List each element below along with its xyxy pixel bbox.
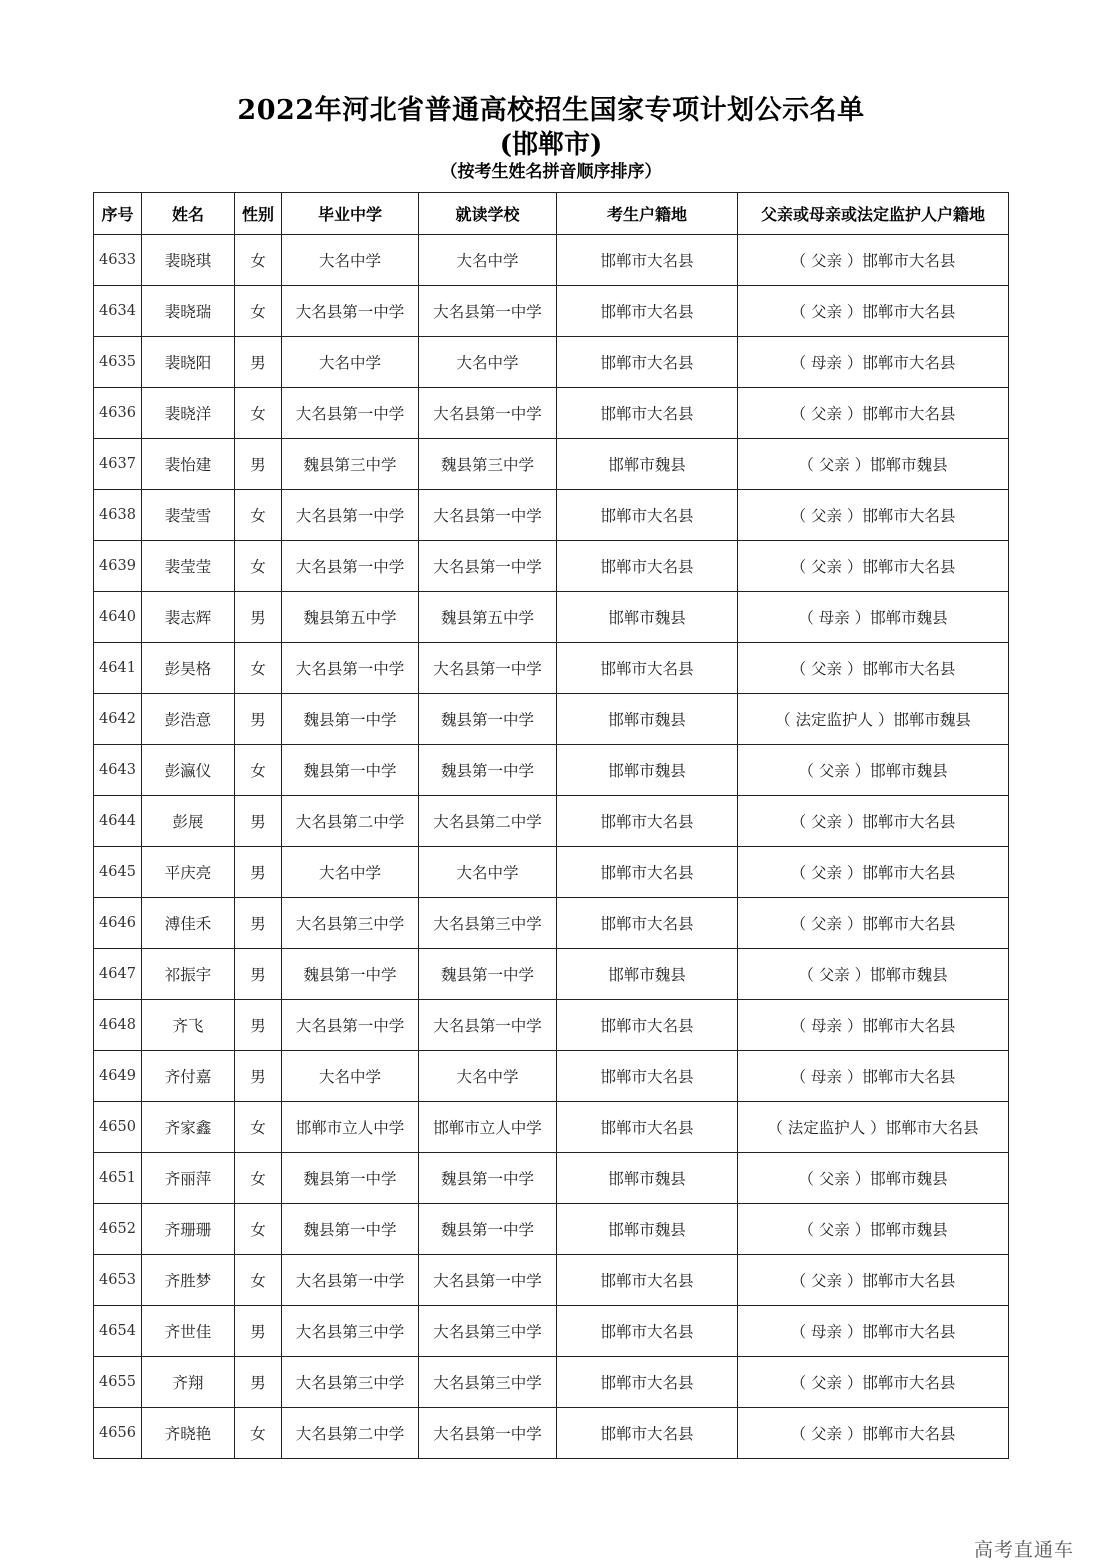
cell-current-school: 魏县第一中学 (419, 694, 557, 745)
cell-current-school: 大名县第一中学 (419, 1000, 557, 1051)
header-current-school: 就读学校 (419, 193, 557, 235)
cell-index: 4655 (94, 1357, 142, 1408)
cell-household-registration: 邯郸市大名县 (557, 847, 738, 898)
cell-guardian-registration: （ 父亲 ）邯郸市大名县 (738, 1408, 1009, 1459)
cell-graduated-school: 邯郸市立人中学 (282, 1102, 419, 1153)
cell-household-registration: 邯郸市大名县 (557, 1306, 738, 1357)
cell-index: 4648 (94, 1000, 142, 1051)
cell-current-school: 大名中学 (419, 1051, 557, 1102)
cell-name: 齐珊珊 (142, 1204, 235, 1255)
cell-guardian-registration: （ 父亲 ）邯郸市大名县 (738, 1255, 1009, 1306)
cell-name: 裴晓阳 (142, 337, 235, 388)
cell-current-school: 魏县第一中学 (419, 949, 557, 1000)
cell-graduated-school: 大名县第三中学 (282, 898, 419, 949)
cell-gender: 女 (235, 541, 282, 592)
cell-household-registration: 邯郸市大名县 (557, 235, 738, 286)
cell-graduated-school: 大名县第一中学 (282, 286, 419, 337)
cell-household-registration: 邯郸市魏县 (557, 439, 738, 490)
cell-guardian-registration: （ 父亲 ）邯郸市大名县 (738, 847, 1009, 898)
applicant-table (93, 192, 1009, 1459)
cell-household-registration: 邯郸市大名县 (557, 796, 738, 847)
cell-gender: 女 (235, 1255, 282, 1306)
cell-gender: 女 (235, 286, 282, 337)
cell-gender: 男 (235, 337, 282, 388)
cell-gender: 女 (235, 1153, 282, 1204)
cell-graduated-school: 魏县第三中学 (282, 439, 419, 490)
cell-index: 4641 (94, 643, 142, 694)
cell-gender: 男 (235, 439, 282, 490)
cell-gender: 女 (235, 388, 282, 439)
cell-index: 4635 (94, 337, 142, 388)
cell-guardian-registration: （ 父亲 ）邯郸市魏县 (738, 1153, 1009, 1204)
table-row (94, 1051, 1009, 1102)
table-row (94, 1357, 1009, 1408)
cell-current-school: 魏县第一中学 (419, 1153, 557, 1204)
header-index: 序号 (94, 193, 142, 235)
cell-graduated-school: 大名县第一中学 (282, 541, 419, 592)
cell-graduated-school: 魏县第一中学 (282, 1204, 419, 1255)
header-household-registration: 考生户籍地 (557, 193, 738, 235)
cell-index: 4649 (94, 1051, 142, 1102)
document-title: 2022年河北省普通高校招生国家专项计划公示名单 (237, 95, 865, 126)
table-row (94, 541, 1009, 592)
cell-index: 4640 (94, 592, 142, 643)
table-row (94, 235, 1009, 286)
cell-guardian-registration: （ 母亲 ）邯郸市大名县 (738, 337, 1009, 388)
cell-index: 4636 (94, 388, 142, 439)
cell-guardian-registration: （ 父亲 ）邯郸市魏县 (738, 949, 1009, 1000)
cell-household-registration: 邯郸市大名县 (557, 1000, 738, 1051)
cell-gender: 男 (235, 1357, 282, 1408)
cell-name: 溥佳禾 (142, 898, 235, 949)
cell-household-registration: 邯郸市大名县 (557, 337, 738, 388)
cell-name: 裴晓瑞 (142, 286, 235, 337)
cell-household-registration: 邯郸市大名县 (557, 541, 738, 592)
cell-graduated-school: 魏县第一中学 (282, 1153, 419, 1204)
cell-index: 4656 (94, 1408, 142, 1459)
cell-name: 裴怡建 (142, 439, 235, 490)
cell-current-school: 大名县第一中学 (419, 643, 557, 694)
cell-index: 4650 (94, 1102, 142, 1153)
cell-gender: 男 (235, 1000, 282, 1051)
cell-gender: 女 (235, 1102, 282, 1153)
cell-guardian-registration: （ 法定监护人 ）邯郸市大名县 (738, 1102, 1009, 1153)
cell-name: 齐付嘉 (142, 1051, 235, 1102)
cell-name: 齐家鑫 (142, 1102, 235, 1153)
cell-current-school: 魏县第一中学 (419, 745, 557, 796)
cell-guardian-registration: （ 父亲 ）邯郸市大名县 (738, 643, 1009, 694)
watermark: 高考直通车 (973, 1539, 1074, 1561)
cell-graduated-school: 魏县第五中学 (282, 592, 419, 643)
cell-name: 裴莹雪 (142, 490, 235, 541)
cell-current-school: 魏县第三中学 (419, 439, 557, 490)
cell-household-registration: 邯郸市大名县 (557, 388, 738, 439)
sort-note: （按考生姓名拼音顺序排序） (440, 162, 662, 182)
cell-current-school: 大名县第一中学 (419, 1255, 557, 1306)
cell-gender: 女 (235, 643, 282, 694)
cell-name: 裴晓洋 (142, 388, 235, 439)
cell-index: 4646 (94, 898, 142, 949)
table-row (94, 592, 1009, 643)
cell-guardian-registration: （ 父亲 ）邯郸市大名县 (738, 235, 1009, 286)
cell-guardian-registration: （ 父亲 ）邯郸市大名县 (738, 898, 1009, 949)
cell-gender: 男 (235, 949, 282, 1000)
table-row (94, 388, 1009, 439)
table-row (94, 1204, 1009, 1255)
cell-current-school: 大名中学 (419, 235, 557, 286)
cell-current-school: 邯郸市立人中学 (419, 1102, 557, 1153)
cell-household-registration: 邯郸市魏县 (557, 1204, 738, 1255)
cell-current-school: 大名县第一中学 (419, 541, 557, 592)
table-row (94, 694, 1009, 745)
cell-index: 4644 (94, 796, 142, 847)
cell-name: 彭浩意 (142, 694, 235, 745)
cell-guardian-registration: （ 父亲 ）邯郸市大名县 (738, 286, 1009, 337)
table-row (94, 745, 1009, 796)
cell-graduated-school: 大名中学 (282, 847, 419, 898)
cell-name: 齐翔 (142, 1357, 235, 1408)
cell-index: 4634 (94, 286, 142, 337)
cell-gender: 女 (235, 490, 282, 541)
cell-current-school: 大名中学 (419, 847, 557, 898)
cell-current-school: 大名县第二中学 (419, 796, 557, 847)
table-row (94, 337, 1009, 388)
cell-current-school: 大名县第三中学 (419, 898, 557, 949)
cell-guardian-registration: （ 父亲 ）邯郸市大名县 (738, 796, 1009, 847)
cell-name: 平庆亮 (142, 847, 235, 898)
cell-index: 4651 (94, 1153, 142, 1204)
cell-guardian-registration: （ 父亲 ）邯郸市大名县 (738, 541, 1009, 592)
table-row (94, 898, 1009, 949)
cell-graduated-school: 大名县第一中学 (282, 388, 419, 439)
header-guardian-registration: 父亲或母亲或法定监护人户籍地 (738, 193, 1009, 235)
cell-index: 4639 (94, 541, 142, 592)
cell-guardian-registration: （ 母亲 ）邯郸市大名县 (738, 1000, 1009, 1051)
cell-household-registration: 邯郸市大名县 (557, 1357, 738, 1408)
cell-current-school: 大名中学 (419, 337, 557, 388)
cell-guardian-registration: （ 父亲 ）邯郸市大名县 (738, 490, 1009, 541)
cell-guardian-registration: （ 母亲 ）邯郸市大名县 (738, 1306, 1009, 1357)
table-body (94, 235, 1009, 1459)
cell-gender: 男 (235, 694, 282, 745)
cell-household-registration: 邯郸市大名县 (557, 1408, 738, 1459)
cell-graduated-school: 大名县第二中学 (282, 1408, 419, 1459)
cell-graduated-school: 大名中学 (282, 1051, 419, 1102)
cell-graduated-school: 大名县第三中学 (282, 1357, 419, 1408)
table-row (94, 949, 1009, 1000)
cell-guardian-registration: （ 父亲 ）邯郸市魏县 (738, 745, 1009, 796)
cell-guardian-registration: （ 母亲 ）邯郸市魏县 (738, 592, 1009, 643)
cell-graduated-school: 大名县第二中学 (282, 796, 419, 847)
cell-index: 4654 (94, 1306, 142, 1357)
cell-guardian-registration: （ 母亲 ）邯郸市大名县 (738, 1051, 1009, 1102)
cell-guardian-registration: （ 父亲 ）邯郸市大名县 (738, 1357, 1009, 1408)
cell-gender: 男 (235, 898, 282, 949)
cell-index: 4633 (94, 235, 142, 286)
cell-name: 齐胜梦 (142, 1255, 235, 1306)
table-row (94, 643, 1009, 694)
cell-household-registration: 邯郸市大名县 (557, 490, 738, 541)
cell-index: 4645 (94, 847, 142, 898)
cell-name: 裴莹莹 (142, 541, 235, 592)
cell-current-school: 魏县第一中学 (419, 1204, 557, 1255)
header-graduated-school: 毕业中学 (282, 193, 419, 235)
cell-household-registration: 邯郸市大名县 (557, 1255, 738, 1306)
cell-graduated-school: 大名县第一中学 (282, 490, 419, 541)
cell-household-registration: 邯郸市大名县 (557, 286, 738, 337)
cell-guardian-registration: （ 父亲 ）邯郸市魏县 (738, 439, 1009, 490)
cell-household-registration: 邯郸市魏县 (557, 1153, 738, 1204)
table-row (94, 847, 1009, 898)
cell-gender: 男 (235, 1051, 282, 1102)
cell-graduated-school: 大名县第一中学 (282, 1255, 419, 1306)
cell-gender: 男 (235, 847, 282, 898)
cell-guardian-registration: （ 法定监护人 ）邯郸市魏县 (738, 694, 1009, 745)
cell-graduated-school: 魏县第一中学 (282, 949, 419, 1000)
cell-graduated-school: 大名中学 (282, 337, 419, 388)
cell-index: 4643 (94, 745, 142, 796)
cell-guardian-registration: （ 父亲 ）邯郸市魏县 (738, 1204, 1009, 1255)
cell-gender: 男 (235, 592, 282, 643)
cell-name: 齐世佳 (142, 1306, 235, 1357)
cell-name: 裴晓琪 (142, 235, 235, 286)
cell-current-school: 大名县第一中学 (419, 490, 557, 541)
cell-household-registration: 邯郸市魏县 (557, 694, 738, 745)
cell-index: 4642 (94, 694, 142, 745)
cell-gender: 女 (235, 235, 282, 286)
table-row (94, 439, 1009, 490)
cell-gender: 男 (235, 796, 282, 847)
cell-guardian-registration: （ 父亲 ）邯郸市大名县 (738, 388, 1009, 439)
cell-current-school: 大名县第一中学 (419, 286, 557, 337)
cell-gender: 女 (235, 745, 282, 796)
cell-index: 4637 (94, 439, 142, 490)
cell-graduated-school: 大名县第三中学 (282, 1306, 419, 1357)
cell-current-school: 大名县第一中学 (419, 1408, 557, 1459)
cell-graduated-school: 大名县第一中学 (282, 643, 419, 694)
cell-current-school: 大名县第三中学 (419, 1357, 557, 1408)
cell-name: 齐丽萍 (142, 1153, 235, 1204)
cell-household-registration: 邯郸市魏县 (557, 949, 738, 1000)
table-row (94, 1306, 1009, 1357)
document-subtitle: (邯郸市) (499, 130, 603, 160)
cell-current-school: 大名县第三中学 (419, 1306, 557, 1357)
cell-index: 4653 (94, 1255, 142, 1306)
table-row (94, 1255, 1009, 1306)
cell-index: 4652 (94, 1204, 142, 1255)
cell-graduated-school: 大名县第一中学 (282, 1000, 419, 1051)
cell-name: 彭瀛仪 (142, 745, 235, 796)
table-row (94, 1102, 1009, 1153)
cell-graduated-school: 大名中学 (282, 235, 419, 286)
cell-name: 祁振宇 (142, 949, 235, 1000)
cell-gender: 女 (235, 1204, 282, 1255)
cell-current-school: 大名县第一中学 (419, 388, 557, 439)
cell-name: 彭展 (142, 796, 235, 847)
cell-name: 彭昊格 (142, 643, 235, 694)
cell-index: 4647 (94, 949, 142, 1000)
cell-gender: 男 (235, 1306, 282, 1357)
header-name: 姓名 (142, 193, 235, 235)
table-row (94, 286, 1009, 337)
header-gender: 性别 (235, 193, 282, 235)
cell-graduated-school: 魏县第一中学 (282, 745, 419, 796)
table-row (94, 1153, 1009, 1204)
table-row (94, 1408, 1009, 1459)
cell-household-registration: 邯郸市大名县 (557, 898, 738, 949)
cell-name: 齐晓艳 (142, 1408, 235, 1459)
cell-name: 裴志辉 (142, 592, 235, 643)
cell-household-registration: 邯郸市大名县 (557, 643, 738, 694)
cell-current-school: 魏县第五中学 (419, 592, 557, 643)
cell-household-registration: 邯郸市大名县 (557, 1051, 738, 1102)
table-row (94, 796, 1009, 847)
cell-household-registration: 邯郸市魏县 (557, 592, 738, 643)
cell-name: 齐飞 (142, 1000, 235, 1051)
table-row (94, 490, 1009, 541)
table-header-row (94, 193, 1009, 235)
table-row (94, 1000, 1009, 1051)
cell-household-registration: 邯郸市魏县 (557, 745, 738, 796)
cell-household-registration: 邯郸市大名县 (557, 1102, 738, 1153)
cell-index: 4638 (94, 490, 142, 541)
cell-gender: 女 (235, 1408, 282, 1459)
cell-graduated-school: 魏县第一中学 (282, 694, 419, 745)
